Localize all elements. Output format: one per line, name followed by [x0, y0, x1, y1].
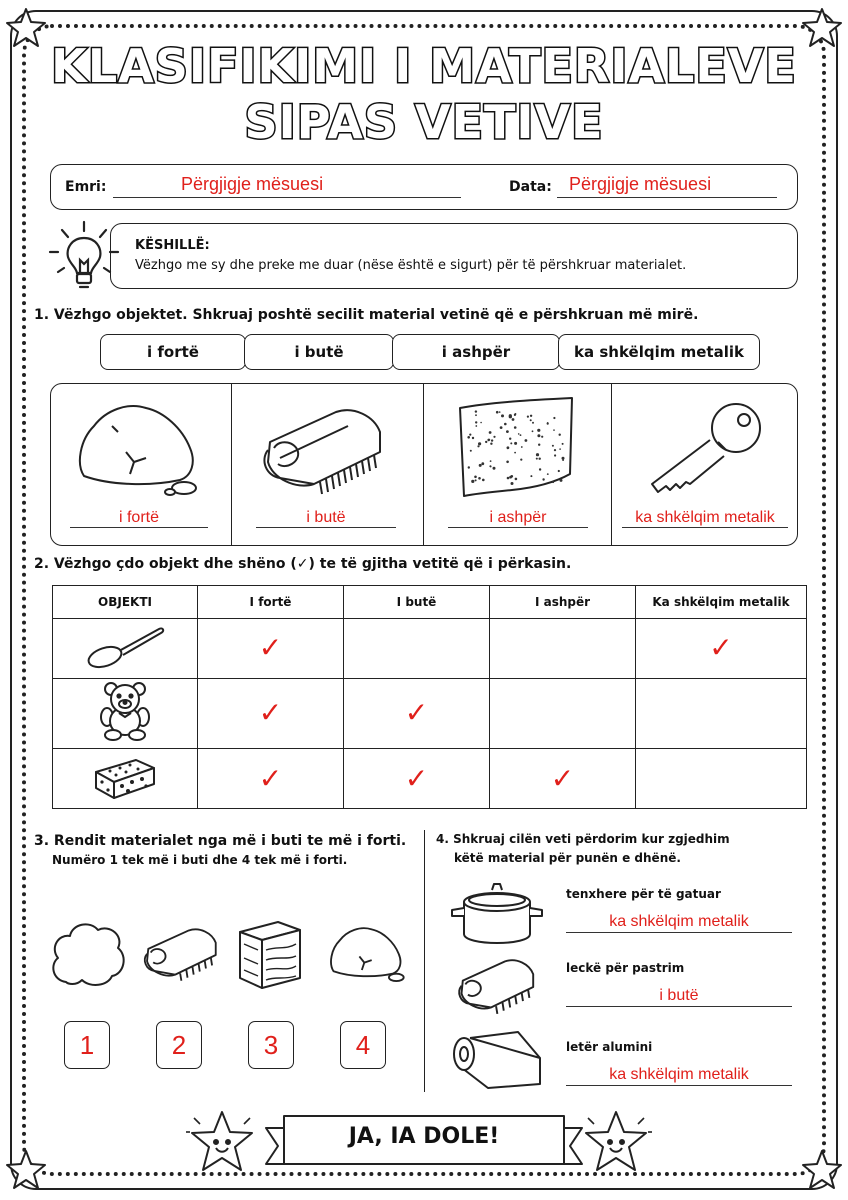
q1-answer[interactable]: ka shkëlqim metalik: [635, 509, 775, 526]
table-header: I ashpër: [490, 586, 636, 619]
folded-towel-icon: [450, 954, 546, 1020]
table-row: [53, 749, 807, 809]
q4-instruction-sub: këtë material për punën e dhënë.: [454, 851, 681, 865]
wood-block-icon: [234, 916, 306, 992]
check-cell[interactable]: [636, 619, 807, 679]
check-mark: ✓: [550, 761, 575, 795]
page-title-line1: KLASIFIKIMI I MATERIALEVE: [51, 39, 797, 93]
sandpaper-icon: [452, 394, 582, 502]
q2-table: [52, 585, 807, 809]
teddy-bear-icon: [97, 681, 153, 741]
star-corner-icon: [4, 1148, 48, 1192]
spoon-icon: [83, 621, 167, 671]
order-number-box[interactable]: 2: [156, 1021, 202, 1069]
date-label: Data:: [509, 179, 552, 195]
table-row: [53, 619, 807, 679]
word-bank-item: i butë: [244, 334, 394, 370]
check-mark: ✓: [404, 761, 429, 795]
q4-item-label: tenxhere për të gatuar: [566, 887, 721, 901]
q4-instruction: 4. Shkruaj cilën veti përdorim kur zgjedhim: [436, 832, 730, 846]
check-cell[interactable]: [490, 749, 636, 809]
word-bank-item: i fortë: [100, 334, 246, 370]
word-bank-item: ka shkëlqim metalik: [558, 334, 760, 370]
check-cell[interactable]: [636, 749, 807, 809]
name-label: Emri:: [65, 179, 107, 195]
name-date-box: [50, 164, 798, 210]
q1-answer[interactable]: i ashpër: [489, 509, 547, 526]
check-mark: ✓: [404, 696, 429, 730]
section-divider: [424, 830, 425, 1092]
check-cell[interactable]: [344, 749, 490, 809]
check-cell[interactable]: [490, 678, 636, 749]
check-mark: ✓: [709, 631, 733, 665]
q4-item-label: leckë për pastrim: [566, 961, 685, 975]
order-number-box[interactable]: 3: [248, 1021, 294, 1069]
smiling-star-icon: [580, 1108, 652, 1178]
cooking-pot-icon: [448, 878, 546, 950]
q4-answer[interactable]: i butë: [659, 987, 699, 1004]
folded-towel-icon: [250, 404, 400, 500]
name-value[interactable]: Përgjigje mësuesi: [181, 174, 324, 194]
check-cell[interactable]: [344, 678, 490, 749]
footer-banner-text: JA, IA DOLE!: [348, 1124, 500, 1149]
q4-item-label: letër alumini: [566, 1040, 653, 1054]
table-header: I butë: [344, 586, 490, 619]
q3-instruction-sub: Numëro 1 tek më i buti dhe 4 tek më i forti.: [52, 853, 348, 867]
folded-towel-icon: [136, 922, 228, 988]
check-mark: ✓: [258, 761, 283, 795]
q1-answer[interactable]: i butë: [306, 509, 346, 526]
key-icon: [640, 398, 772, 496]
foil-roll-icon: [448, 1028, 548, 1092]
table-header: OBJEKTI: [53, 586, 198, 619]
check-mark: ✓: [258, 696, 283, 730]
q2-instruction: 2. Vëzhgo çdo objekt dhe shëno (✓) te të gjitha vetitë që i përkasin.: [34, 556, 572, 572]
table-row: [53, 678, 807, 749]
check-cell[interactable]: [636, 678, 807, 749]
rock-icon: [326, 922, 410, 986]
lightbulb-icon: [44, 218, 124, 294]
check-cell[interactable]: [198, 749, 344, 809]
check-cell[interactable]: [490, 619, 636, 679]
sponge-icon: [90, 752, 160, 802]
q1-answer[interactable]: i fortë: [118, 509, 159, 526]
q4-answer[interactable]: ka shkëlqim metalik: [609, 1066, 749, 1083]
tip-heading: KËSHILLË:: [135, 238, 210, 253]
order-number-box[interactable]: 4: [340, 1021, 386, 1069]
check-cell[interactable]: [198, 678, 344, 749]
smiling-star-icon: [186, 1108, 258, 1178]
tip-box: [110, 223, 798, 289]
check-cell[interactable]: [198, 619, 344, 679]
table-header: Ka shkëlqim metalik: [636, 586, 807, 619]
word-bank-item: i ashpër: [392, 334, 560, 370]
order-number-box[interactable]: 1: [64, 1021, 110, 1069]
q3-instruction: 3. Rendit materialet nga më i buti te më i forti.: [34, 833, 407, 849]
star-corner-icon: [800, 1148, 844, 1192]
tip-text: Vëzhgo me sy dhe preke me duar (nëse është e sigurt) për të përshkruar materialet.: [135, 258, 687, 273]
q1-instruction: 1. Vëzhgo objektet. Shkruaj poshtë secilit material vetinë që e përshkruan më mirë.: [34, 307, 699, 323]
check-cell[interactable]: [344, 619, 490, 679]
rock-icon: [72, 396, 208, 500]
page-title-line2: SIPAS VETIVE: [244, 95, 604, 149]
table-header: I fortë: [198, 586, 344, 619]
q4-answer[interactable]: ka shkëlqim metalik: [609, 913, 749, 930]
date-value[interactable]: Përgjigje mësuesi: [569, 174, 712, 194]
check-mark: ✓: [258, 631, 283, 665]
cotton-ball-icon: [46, 918, 128, 990]
